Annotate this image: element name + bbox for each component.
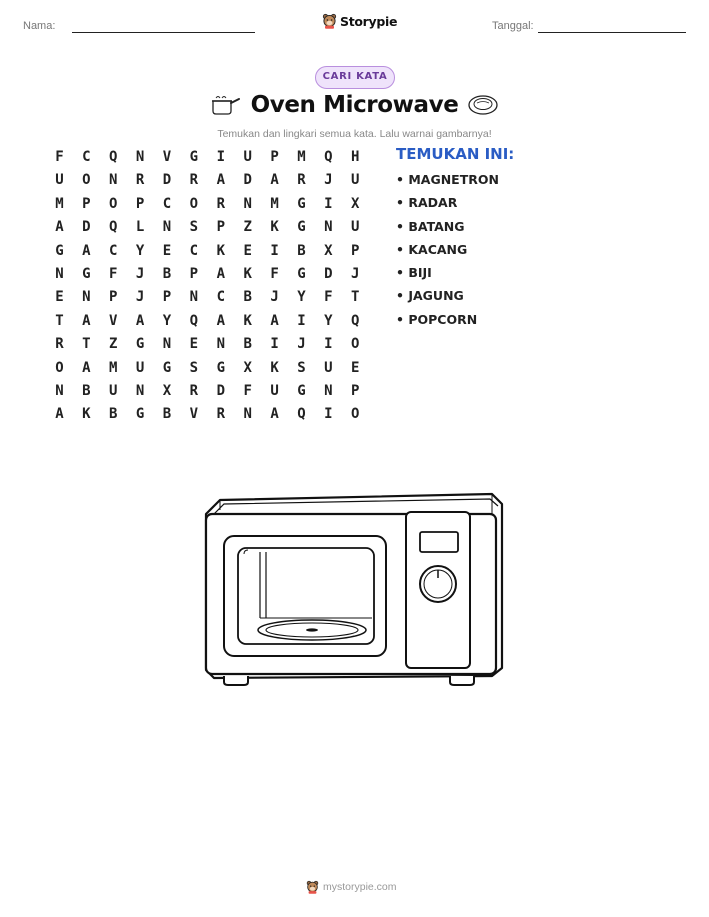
grid-cell: N — [55, 382, 64, 399]
grid-cell: X — [351, 195, 360, 212]
grid-cell: X — [162, 382, 172, 399]
grid-cell: B — [243, 336, 252, 353]
brand-logo — [322, 13, 397, 29]
grid-cell: B — [162, 406, 172, 423]
grid-cell: N — [216, 336, 225, 353]
word-list-title: TEMUKAN INI: — [396, 145, 515, 163]
grid-cell: A — [216, 172, 225, 189]
name-label: Nama: — [23, 20, 56, 32]
grid-cell: S — [189, 219, 199, 236]
grid-cell: N — [82, 289, 91, 306]
grid-cell: M — [55, 195, 64, 212]
grid-cell: S — [297, 359, 306, 376]
grid-cell: M — [270, 195, 279, 212]
grid-cell: O — [55, 359, 64, 376]
grid-cell: I — [324, 406, 333, 423]
grid-cell: F — [55, 149, 64, 165]
grid-cell: G — [297, 382, 306, 399]
grid-cell: I — [297, 312, 306, 329]
grid-cell: S — [189, 359, 199, 376]
grid-cell: P — [270, 149, 279, 165]
microwave-oven-illustration — [200, 488, 510, 688]
word-list-item: • KACANG — [396, 241, 468, 257]
grid-cell: V — [109, 312, 118, 329]
grid-cell: B — [297, 242, 306, 259]
grid-cell: F — [270, 265, 279, 282]
brand-name: Storypie — [340, 13, 398, 29]
word-list — [396, 168, 499, 331]
grid-cell: K — [243, 265, 252, 282]
grid-cell: B — [82, 382, 91, 399]
grid-cell: A — [82, 242, 91, 259]
grid-cell: R — [135, 172, 145, 189]
grid-cell: U — [270, 382, 279, 399]
grid-cell: G — [162, 359, 172, 376]
grid-cell: R — [189, 382, 199, 399]
footer — [306, 880, 397, 894]
grid-cell: O — [82, 172, 91, 189]
grid-cell: P — [189, 265, 199, 282]
plate-icon — [467, 94, 499, 116]
date-label: Tanggal: — [492, 20, 534, 32]
instructions: Temukan dan lingkari semua kata. Lalu warnai gambarnya! — [217, 128, 492, 140]
word-list-item: • BIJI — [396, 265, 432, 281]
grid-cell: G — [297, 265, 306, 282]
grid-cell: I — [324, 195, 333, 212]
grid-cell: U — [135, 359, 145, 376]
grid-cell: A — [55, 406, 64, 423]
date-line — [538, 32, 686, 33]
grid-cell: I — [324, 336, 333, 353]
grid-cell: R — [216, 406, 225, 423]
word-list-item: • BATANG — [396, 218, 465, 234]
grid-cell: J — [324, 172, 333, 189]
grid-cell: O — [189, 195, 199, 212]
grid-cell: G — [216, 359, 225, 376]
grid-cell: L — [135, 219, 145, 236]
page-title: Oven Microwave — [250, 92, 459, 118]
storypie-mascot-icon — [306, 880, 319, 894]
grid-cell: A — [55, 219, 64, 236]
grid-cell: N — [135, 149, 145, 165]
grid-cell: Y — [135, 242, 145, 259]
grid-cell: I — [270, 242, 279, 259]
grid-cell: A — [270, 312, 279, 329]
grid-cell: A — [135, 312, 145, 329]
grid-cell: U — [351, 172, 360, 189]
grid-cell: Q — [324, 149, 333, 165]
grid-cell: R — [189, 172, 199, 189]
storypie-mascot-icon — [322, 13, 337, 29]
grid-cell: X — [324, 242, 333, 259]
grid-cell: Q — [297, 406, 306, 423]
grid-cell: P — [351, 242, 360, 259]
grid-cell: K — [243, 312, 252, 329]
grid-cell: K — [82, 406, 91, 423]
grid-cell: N — [162, 219, 172, 236]
grid-cell: U — [351, 219, 360, 236]
grid-cell: D — [162, 172, 172, 189]
word-list-item: • POPCORN — [396, 311, 478, 327]
grid-cell: P — [162, 289, 172, 306]
grid-cell: G — [82, 265, 91, 282]
grid-cell: D — [216, 382, 225, 399]
grid-cell: J — [297, 336, 306, 353]
grid-cell: Y — [162, 312, 172, 329]
grid-cell: G — [135, 336, 145, 353]
grid-cell: C — [82, 149, 91, 165]
grid-cell: D — [82, 219, 91, 236]
grid-cell: A — [216, 265, 225, 282]
grid-cell: A — [82, 312, 91, 329]
grid-cell: U — [324, 359, 333, 376]
grid-cell: N — [243, 195, 252, 212]
grid-cell: E — [243, 242, 252, 259]
grid-cell: J — [135, 289, 145, 306]
grid-cell: Q — [351, 312, 360, 329]
grid-cell: F — [324, 289, 333, 306]
grid-cell: N — [109, 172, 118, 189]
grid-cell: V — [162, 149, 172, 165]
grid-cell: I — [216, 149, 225, 165]
grid-cell: K — [270, 359, 279, 376]
grid-cell: M — [109, 359, 118, 376]
grid-cell: T — [82, 336, 91, 353]
grid-cell: G — [189, 149, 199, 165]
grid-cell: C — [189, 242, 199, 259]
grid-cell: N — [243, 406, 252, 423]
name-line — [72, 32, 255, 33]
grid-cell: J — [351, 265, 360, 282]
grid-cell: N — [324, 219, 333, 236]
grid-cell: J — [270, 289, 279, 306]
grid-cell: N — [324, 382, 333, 399]
grid-cell: B — [162, 265, 172, 282]
word-list-item: • MAGNETRON — [396, 172, 499, 187]
grid-cell: J — [135, 265, 145, 282]
grid-cell: N — [189, 289, 199, 306]
grid-cell: H — [351, 149, 360, 165]
grid-cell: O — [351, 336, 360, 353]
grid-cell: E — [189, 336, 199, 353]
grid-cell: P — [135, 195, 145, 212]
grid-cell: E — [351, 359, 360, 376]
grid-cell: N — [135, 382, 145, 399]
grid-cell: A — [82, 359, 91, 376]
grid-cell: G — [297, 219, 306, 236]
grid-cell: A — [270, 406, 279, 423]
grid-cell: B — [109, 406, 118, 423]
grid-cell: P — [216, 219, 225, 236]
grid-cell: Q — [189, 312, 199, 329]
grid-cell: D — [324, 265, 333, 282]
grid-cell: R — [55, 336, 64, 353]
grid-cell: Z — [109, 336, 118, 353]
grid-cell: E — [55, 289, 64, 306]
grid-cell: U — [243, 149, 252, 165]
grid-cell: Y — [324, 312, 333, 329]
grid-cell: N — [162, 336, 172, 353]
footer-url: mystorypie.com — [323, 881, 397, 893]
grid-cell: T — [55, 312, 64, 329]
word-list-item: • RADAR — [396, 195, 458, 211]
grid-cell: Q — [109, 219, 118, 236]
grid-cell: O — [109, 195, 118, 212]
grid-cell: M — [297, 149, 306, 165]
grid-cell: G — [135, 406, 145, 423]
grid-cell: N — [55, 265, 64, 282]
grid-cell: U — [55, 172, 64, 189]
grid-cell: C — [162, 195, 172, 212]
grid-cell: Q — [109, 149, 118, 165]
grid-cell: A — [216, 312, 225, 329]
grid-cell: K — [270, 219, 279, 236]
grid-cell: F — [109, 265, 118, 282]
grid-cell: G — [297, 195, 306, 212]
grid-cell: E — [162, 242, 172, 259]
grid-cell: K — [216, 242, 225, 259]
grid-cell: A — [270, 172, 279, 189]
grid-cell: C — [216, 289, 225, 306]
grid-cell: O — [351, 406, 360, 423]
grid-cell: P — [351, 382, 360, 399]
grid-cell: Z — [243, 219, 252, 236]
grid-cell: I — [270, 336, 279, 353]
grid-cell: B — [243, 289, 252, 306]
grid-cell: X — [243, 359, 252, 376]
grid-cell: F — [243, 382, 252, 399]
grid-cell: G — [55, 242, 64, 259]
activity-badge: CARI KATA — [315, 66, 395, 89]
grid-cell: V — [189, 406, 199, 423]
grid-cell: R — [297, 172, 306, 189]
grid-cell: P — [82, 195, 91, 212]
grid-cell: Y — [297, 289, 306, 306]
grid-cell: R — [216, 195, 225, 212]
grid-cell: C — [109, 242, 118, 259]
grid-cell: P — [109, 289, 118, 306]
grid-cell: T — [351, 289, 360, 306]
letter-grid — [46, 146, 369, 427]
grid-cell: U — [109, 382, 118, 399]
grid-cell: D — [243, 172, 252, 189]
word-list-item: • JAGUNG — [396, 288, 464, 304]
